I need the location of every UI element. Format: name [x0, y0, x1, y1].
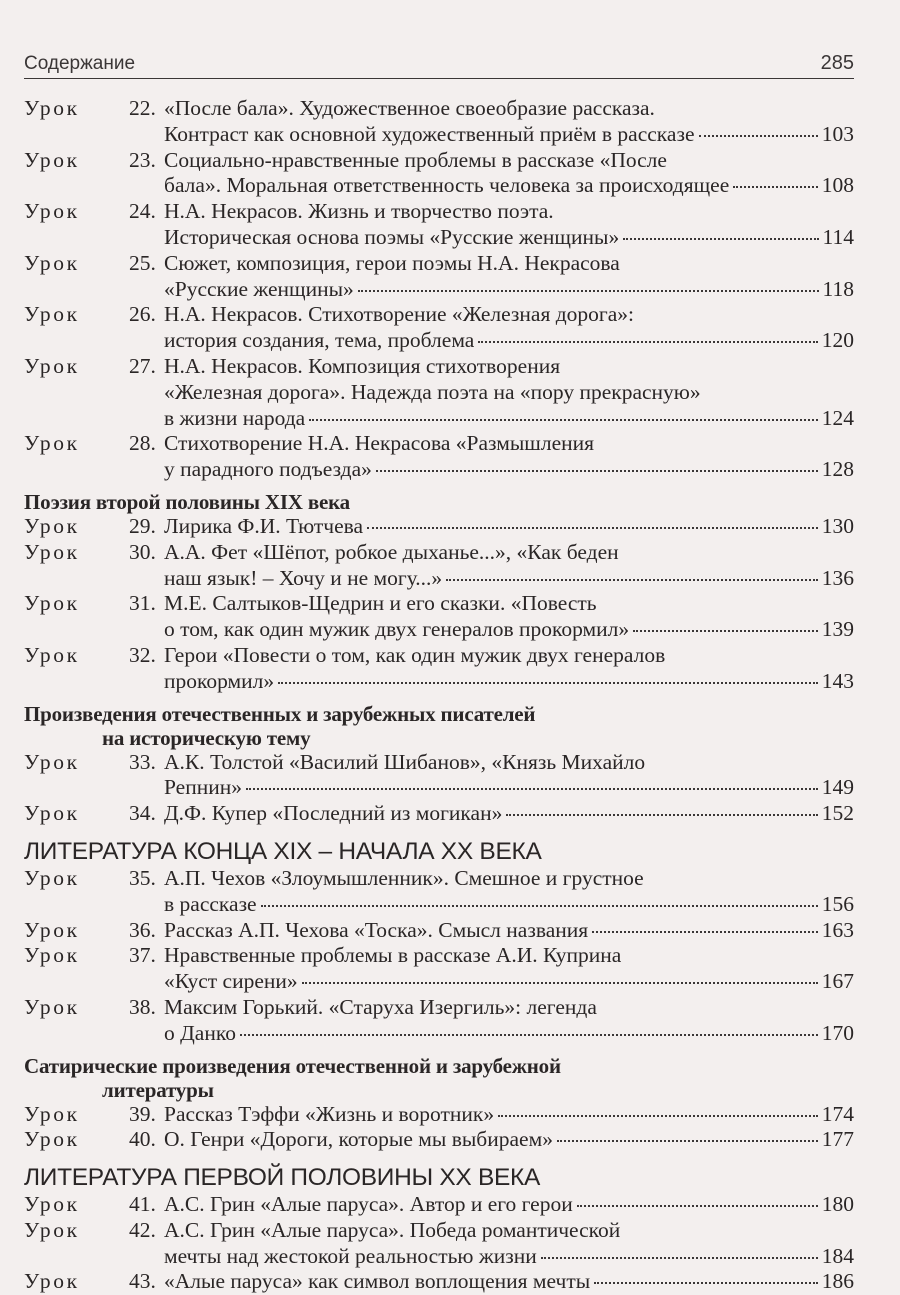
toc-entry-line	[24, 775, 854, 801]
lesson-title: Социально-нравственные проблемы в рассказе «После	[164, 147, 667, 172]
toc-entry-line	[24, 540, 854, 566]
toc-entry[interactable]	[24, 1218, 854, 1270]
toc-entry-line	[24, 591, 854, 617]
toc-entry[interactable]	[24, 302, 854, 354]
lesson-label: Урок	[24, 1127, 80, 1152]
toc-entry-line	[24, 1218, 854, 1244]
lesson-number: 33.	[129, 749, 156, 774]
toc-entry-line	[24, 918, 854, 944]
dot-leader	[246, 788, 818, 790]
section-heading-line: на историческую тему	[102, 725, 311, 750]
lesson-label: Урок	[24, 1192, 80, 1217]
page-ref[interactable]: 167	[821, 969, 854, 994]
toc-entry-line	[24, 148, 854, 174]
lesson-number: 43.	[129, 1269, 156, 1294]
toc-entry[interactable]	[24, 1269, 854, 1295]
toc-entry[interactable]	[24, 1127, 854, 1153]
section-heading	[24, 702, 854, 750]
lesson-label: Урок	[24, 591, 80, 616]
lesson-label: Урок	[24, 353, 80, 378]
page-ref[interactable]: 136	[821, 565, 854, 590]
lesson-number: 39.	[129, 1101, 156, 1126]
lesson-number: 25.	[129, 250, 156, 275]
lesson-number: 37.	[129, 943, 156, 968]
lesson-title: Д.Ф. Купер «Последний из могикан»	[164, 801, 503, 826]
lesson-number: 38.	[129, 994, 156, 1019]
toc-entry[interactable]	[24, 354, 854, 431]
toc-entry-line	[24, 643, 854, 669]
lesson-label: Урок	[24, 96, 80, 120]
dot-leader	[261, 905, 818, 907]
lesson-number: 36.	[129, 917, 156, 942]
lesson-number: 35.	[129, 865, 156, 890]
lesson-label: Урок	[24, 994, 80, 1019]
section-heading-line: Поэзия второй половины XIX века	[24, 489, 350, 514]
page-ref[interactable]: 103	[821, 121, 854, 146]
dot-leader	[478, 341, 817, 343]
lesson-number: 26.	[129, 302, 156, 327]
lesson-title: Н.А. Некрасов. Композиция стихотворения	[164, 353, 561, 378]
lesson-label: Урок	[24, 539, 80, 564]
part-heading: ЛИТЕРАТУРА ПЕРВОЙ ПОЛОВИНЫ XX ВЕКА	[24, 1164, 541, 1192]
dot-leader	[278, 682, 818, 684]
lesson-number: 27.	[129, 353, 156, 378]
dot-leader	[240, 1034, 818, 1036]
toc-entry-line	[24, 750, 854, 776]
page-ref[interactable]: 177	[821, 1127, 854, 1152]
lesson-title: Нравственные проблемы в рассказе А.И. Куприна	[164, 943, 622, 968]
toc-entry[interactable]	[24, 148, 854, 200]
toc-entry-line	[24, 669, 854, 695]
toc-entry[interactable]	[24, 96, 854, 148]
lesson-label: Урок	[24, 250, 80, 275]
toc-entry[interactable]	[24, 591, 854, 643]
toc-entry-line	[24, 1127, 854, 1153]
lesson-number: 31.	[129, 591, 156, 616]
toc-entry[interactable]	[24, 995, 854, 1047]
page-ref[interactable]: 128	[821, 457, 854, 482]
dot-leader	[557, 1140, 818, 1142]
lesson-label: Урок	[24, 749, 80, 774]
toc-entry-line	[24, 277, 854, 303]
lesson-title: Лирика Ф.И. Тютчева	[164, 513, 364, 538]
toc-entry-line	[24, 1244, 854, 1270]
toc-entry-line	[24, 431, 854, 457]
lesson-title: А.К. Толстой «Василий Шибанов», «Князь Михайло	[164, 749, 646, 774]
lesson-label: Урок	[24, 431, 80, 456]
lesson-title: Н.А. Некрасов. Стихотворение «Железная дорога»:	[164, 302, 634, 327]
dot-leader	[367, 527, 818, 529]
page-ref[interactable]: 163	[821, 917, 854, 942]
table-of-contents	[24, 96, 854, 1295]
dot-leader	[498, 1115, 818, 1117]
lesson-title: о Данко	[164, 1020, 236, 1045]
page-ref[interactable]: 143	[821, 668, 854, 693]
lesson-title: О. Генри «Дороги, которые мы выбираем»	[164, 1127, 553, 1152]
page-ref[interactable]: 174	[821, 1101, 854, 1126]
lesson-title: бала». Моральная ответственность человека за происходящее	[164, 173, 730, 198]
lesson-label: Урок	[24, 1269, 80, 1294]
toc-entry-line	[24, 251, 854, 277]
lesson-title: Контраст как основной художественный приём в рассказе	[164, 121, 695, 146]
lesson-title: Сюжет, композиция, герои поэмы Н.А. Некрасова	[164, 250, 620, 275]
toc-entry-line	[24, 969, 854, 995]
dot-leader	[376, 470, 818, 472]
lesson-title: Герои «Повести о том, как один мужик двух генералов	[164, 642, 666, 667]
section-heading-line: Произведения отечественных и зарубежных писателей	[24, 701, 536, 726]
lesson-title: А.А. Фет «Шёпот, робкое дыханье...», «Как беден	[164, 539, 619, 564]
section-heading-line: литературы	[102, 1077, 214, 1102]
toc-entry-line	[24, 514, 854, 540]
lesson-label: Урок	[24, 302, 80, 327]
lesson-label: Урок	[24, 801, 80, 826]
lesson-label: Урок	[24, 1101, 80, 1126]
lesson-number: 32.	[129, 642, 156, 667]
page-ref[interactable]: 124	[821, 405, 854, 430]
lesson-title: Стихотворение Н.А. Некрасова «Размышления	[164, 431, 595, 456]
page-ref[interactable]: 186	[821, 1269, 854, 1294]
toc-entry-line	[24, 617, 854, 643]
dot-leader	[592, 931, 818, 933]
lesson-label: Урок	[24, 147, 80, 172]
dot-leader	[446, 579, 818, 581]
lesson-title: Максим Горький. «Старуха Изергиль»: легенда	[164, 994, 597, 1019]
lesson-number: 23.	[129, 147, 156, 172]
lesson-title: Рассказ Тэффи «Жизнь и воротник»	[164, 1101, 495, 1126]
toc-entry[interactable]	[24, 199, 854, 251]
toc-entry-line	[24, 96, 854, 122]
lesson-title: «Алые паруса» как символ воплощения мечты	[164, 1269, 591, 1294]
page-ref[interactable]: 149	[821, 775, 854, 800]
lesson-title: прокормил»	[164, 668, 275, 693]
lesson-title: о том, как один мужик двух генералов прокормил»	[164, 617, 630, 642]
dot-leader	[633, 630, 818, 632]
lesson-title: Историческая основа поэмы «Русские женщины»	[164, 224, 620, 249]
dot-leader	[358, 290, 819, 292]
toc-entry[interactable]	[24, 1102, 854, 1128]
page-ref[interactable]: 152	[821, 801, 854, 826]
toc-entry-line	[24, 995, 854, 1021]
lesson-number: 29.	[129, 513, 156, 538]
lesson-title: наш язык! – Хочу и не могу...»	[164, 565, 443, 590]
toc-entry-line	[24, 225, 854, 251]
running-header	[24, 52, 854, 79]
toc-entry[interactable]	[24, 431, 854, 483]
lesson-title: в жизни народа	[164, 405, 306, 430]
page-ref[interactable]: 184	[821, 1243, 854, 1268]
toc-entry[interactable]	[24, 801, 854, 827]
toc-entry-line	[24, 866, 854, 892]
toc-entry[interactable]	[24, 918, 854, 944]
toc-entry-line	[24, 892, 854, 918]
dot-leader	[577, 1205, 818, 1207]
lesson-title: история создания, тема, проблема	[164, 328, 475, 353]
toc-entry[interactable]	[24, 750, 854, 802]
toc-entry[interactable]	[24, 540, 854, 592]
lesson-label: Урок	[24, 943, 80, 968]
lesson-title: «Русские женщины»	[164, 276, 354, 301]
lesson-title: «После бала». Художественное своеобразие рассказа.	[164, 96, 655, 120]
dot-leader	[302, 982, 818, 984]
page-number: 285	[820, 52, 854, 74]
dot-leader	[623, 238, 818, 240]
toc-entry-line	[24, 566, 854, 592]
page-ref[interactable]: 120	[821, 328, 854, 353]
toc-entry-line	[24, 801, 854, 827]
toc-entry-line	[24, 1269, 854, 1295]
toc-entry-line	[24, 199, 854, 225]
lesson-title: А.С. Грин «Алые паруса». Автор и его герои	[164, 1192, 573, 1217]
lesson-title: М.Е. Салтыков-Щедрин и его сказки. «Повесть	[164, 591, 597, 616]
toc-entry-line	[24, 1192, 854, 1218]
lesson-label: Урок	[24, 917, 80, 942]
dot-leader	[733, 186, 817, 188]
dot-leader	[594, 1282, 818, 1284]
lesson-title: «Железная дорога». Надежда поэта на «пору прекрасную»	[164, 379, 701, 404]
toc-entry[interactable]	[24, 943, 854, 995]
lesson-title: у парадного подъезда»	[164, 457, 372, 482]
toc-entry-line	[24, 943, 854, 969]
lesson-number: 40.	[129, 1127, 156, 1152]
part-heading: ЛИТЕРАТУРА КОНЦА XIX – НАЧАЛА XX ВЕКА	[24, 837, 542, 865]
lesson-number: 42.	[129, 1217, 156, 1242]
toc-entry-line	[24, 354, 854, 380]
toc-entry-line	[24, 380, 854, 406]
lesson-number: 30.	[129, 539, 156, 564]
dot-leader	[506, 814, 817, 816]
lesson-number: 22.	[129, 96, 156, 120]
lesson-title: А.С. Грин «Алые паруса». Победа романтической	[164, 1217, 621, 1242]
lesson-title: мечты над жестокой реальностью жизни	[164, 1243, 537, 1268]
page-ref[interactable]: 108	[821, 173, 854, 198]
lesson-title: в рассказе	[164, 891, 257, 916]
toc-entry[interactable]	[24, 643, 854, 695]
toc-entry[interactable]	[24, 514, 854, 540]
toc-entry-line	[24, 122, 854, 148]
lesson-label: Урок	[24, 1217, 80, 1242]
toc-entry[interactable]	[24, 866, 854, 918]
toc-entry-line	[24, 328, 854, 354]
lesson-title: Репнин»	[164, 775, 242, 800]
toc-entry-line	[24, 1021, 854, 1047]
toc-entry-line	[24, 302, 854, 328]
lesson-title: Рассказ А.П. Чехова «Тоска». Смысл названия	[164, 917, 589, 942]
lesson-label: Урок	[24, 199, 80, 224]
page-ref[interactable]: 156	[821, 891, 854, 916]
section-heading	[24, 490, 854, 514]
lesson-number: 28.	[129, 431, 156, 456]
lesson-number: 41.	[129, 1192, 156, 1217]
toc-entry-line	[24, 173, 854, 199]
lesson-label: Урок	[24, 513, 80, 538]
page-ref[interactable]: 139	[821, 617, 854, 642]
lesson-title: А.П. Чехов «Злоумышленник». Смешное и грустное	[164, 865, 644, 890]
dot-leader	[541, 1257, 818, 1259]
lesson-title: Н.А. Некрасов. Жизнь и творчество поэта.	[164, 199, 554, 224]
page-ref[interactable]: 180	[821, 1192, 854, 1217]
dot-leader	[699, 135, 818, 137]
lesson-number: 34.	[129, 801, 156, 826]
toc-entry[interactable]	[24, 1192, 854, 1218]
page-ref[interactable]: 118	[822, 276, 854, 301]
lesson-label: Урок	[24, 642, 80, 667]
lesson-title: «Куст сирени»	[164, 969, 298, 994]
toc-entry-line	[24, 406, 854, 432]
dot-leader	[309, 419, 818, 421]
toc-entry-line	[24, 1102, 854, 1128]
page-ref[interactable]: 130	[821, 513, 854, 538]
toc-entry[interactable]	[24, 251, 854, 303]
section-heading-line: Сатирические произведения отечественной и зарубежной	[24, 1053, 561, 1078]
page-ref[interactable]: 170	[821, 1020, 854, 1045]
header-title: Содержание	[24, 53, 136, 74]
toc-entry-line	[24, 457, 854, 483]
lesson-label: Урок	[24, 865, 80, 890]
section-heading	[24, 1054, 854, 1102]
lesson-number: 24.	[129, 199, 156, 224]
page-ref[interactable]: 114	[822, 224, 854, 249]
